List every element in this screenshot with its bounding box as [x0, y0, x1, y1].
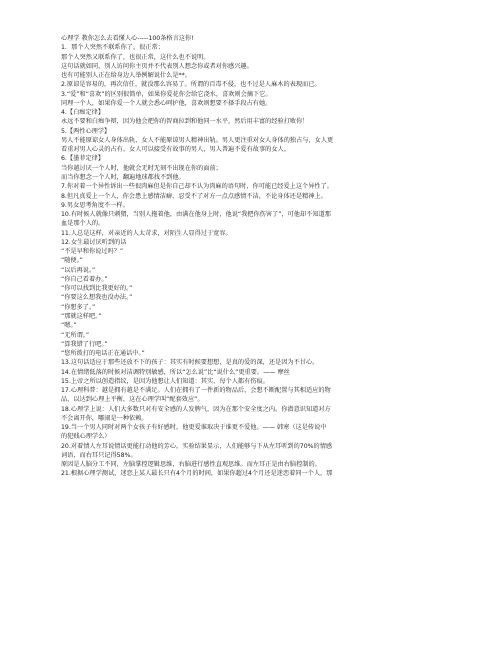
text-line: 15.上帝之所以创造指纹，是因为他想让人们知道：其实，每个人都有伤痕。 [61, 377, 269, 385]
text-line: 也有可能别人正在给身边人举例解说什么是**。 [61, 72, 191, 80]
text-line: “你要这么想我也没办法。” [61, 294, 133, 302]
text-line: “以后再说。” [61, 266, 96, 274]
text-line: 17.心理科普：越是拥有越是不满足。人们在拥有了一件新的物品后，会想不断配置与其相适应的物 [61, 387, 331, 395]
text-line: “您所拨打的电话正在通话中。” [61, 350, 145, 358]
text-line: 9.男女思考角度不一样。 [61, 201, 129, 209]
text-line: “算我错了行吧。” [61, 340, 108, 348]
text-line: 20.对着情人左耳说情话更能打动他的芳心。实验结果显示，人们能够与下从左耳听到的70%的情感 [61, 442, 333, 450]
text-line: 14.在情绪低落的时候对洁调特别敏感，所以“怎么说”比“说什么”更重要。—— 摩丝 [61, 368, 290, 376]
text-line: “你自己看着办。” [61, 275, 108, 283]
document-body [61, 34, 446, 479]
text-line: 这句话就如同，别人访问你主页并不代表别人想念你或者对你感兴趣。 [61, 62, 253, 70]
text-line: 4.【白痴定律】 [61, 109, 105, 117]
text-line: “嗯。” [61, 322, 77, 330]
text-line: 而当你想念一个人时，翻遍地球都找不到他。 [61, 173, 185, 181]
text-line: 13.这句话适应于那些还放不下的孩子：其实有时候要想想，是真的爱的深，还是因为不甘心。 [61, 359, 319, 367]
text-line: 心理学 教你怎么去看懂人心-----100条格言这你! [61, 35, 194, 42]
text-line: 7.你对着一个异性诉出一些很肉麻但是你自己却不认为肉麻的语句时，你可能已经爱上这个异性了。 [61, 183, 333, 191]
text-line: 18.心理学上说：人们大多数只对有安全感的人发脾气，因为在那个安全度之内。你潜意识知道对方 [61, 405, 331, 413]
text-line: 看重对男人心灵的占有。女人可以接受有故事的男人，男人普遍不爱有故事的女人。 [61, 146, 290, 154]
text-line: 21.根据心理学测试，迷恋上某人最长只有4个月的时间，如果你超过4个月还是迷恋着同一个人，那 [61, 470, 333, 478]
text-line: “你想多了。” [61, 303, 96, 311]
text-line: 品，以达到心理上平衡，这在心理学叫“配套效应”。 [61, 396, 204, 404]
text-line: 12.女生最讨厌听到的话 [61, 238, 127, 246]
text-line: 同理一个人，如果你爱一个人就会悉心呵护他，喜欢则想要不择手段占有她。 [61, 99, 272, 107]
text-line: 19.当一个男人同时对两个女孩子有好感时，他更爱谁取决于谁更不爱他。—— 韩寒（这是传说中 [61, 424, 327, 432]
text-line: 不会离开你，哪闹是一种依赖。 [61, 414, 148, 422]
text-line: “无所谓。” [61, 331, 90, 339]
text-line: “不是早和你说过吗？” [61, 248, 124, 256]
text-line: 词语，而右耳只记得58%。 [61, 451, 137, 459]
text-line: “那就这样吧。” [61, 312, 102, 320]
text-line: 3.“爱”和“喜欢”的区别很简单，如果你爱花你会给它浇水，喜欢则会摘下它。 [61, 90, 272, 98]
text-line: 6.【墨菲定律】 [61, 155, 105, 163]
text-line: 永远不要和白痴争辩，因为他会把你的智商拉到和他同一水平，然后用丰富的经验打败你！ [61, 118, 309, 126]
text-line: 当你越讨厌一个人时，他就会无时无刻不出现在你的面前； [61, 164, 222, 172]
text-line: 那个人突然又联系你了，也很正常，这什么也不说明。 [61, 53, 210, 61]
text-line: 5.【两性心理学】 [61, 127, 111, 135]
text-line: 1．那个人突然不联系你了，很正常； [61, 44, 164, 52]
text-line: 男人不能原谅女人身体出轨，女人不能原谅男人精神出轨。男人更注重对女人身体的独占与，女人更 [61, 136, 334, 144]
text-line: 2.原谅是容易的，再次信任，就没那么容易了。所谓的百毒不侵，也不过是人麻木的表现而已。 [61, 81, 321, 89]
text-line: 10.有时候人就像只刺猬，当别人拖着他，由满在他身上时，他说“我把你伤害了”，可他却不知道那 [61, 211, 331, 219]
text-line: 11.人总是这样，对亲近的人太苛求，对陌生人显得过于宽容。 [61, 229, 232, 237]
text-line: 8.但凡真爱上一个人，你会患上感情洁癖，忍受不了对方一点点感情不洁，不论身体还是精神上。 [61, 192, 327, 200]
text-line: 的犯贱心理学么） [61, 433, 111, 441]
text-line: 血是那个人的。 [61, 220, 105, 228]
text-line: “你可以找到比我更好的。” [61, 285, 133, 293]
text-line: 原因是人脑分工不同，左脑掌控逻辑思维，右脑进行感性直观思维。而左耳正是由右脑控制的。 [61, 461, 321, 469]
text-line: “随便。” [61, 257, 83, 265]
